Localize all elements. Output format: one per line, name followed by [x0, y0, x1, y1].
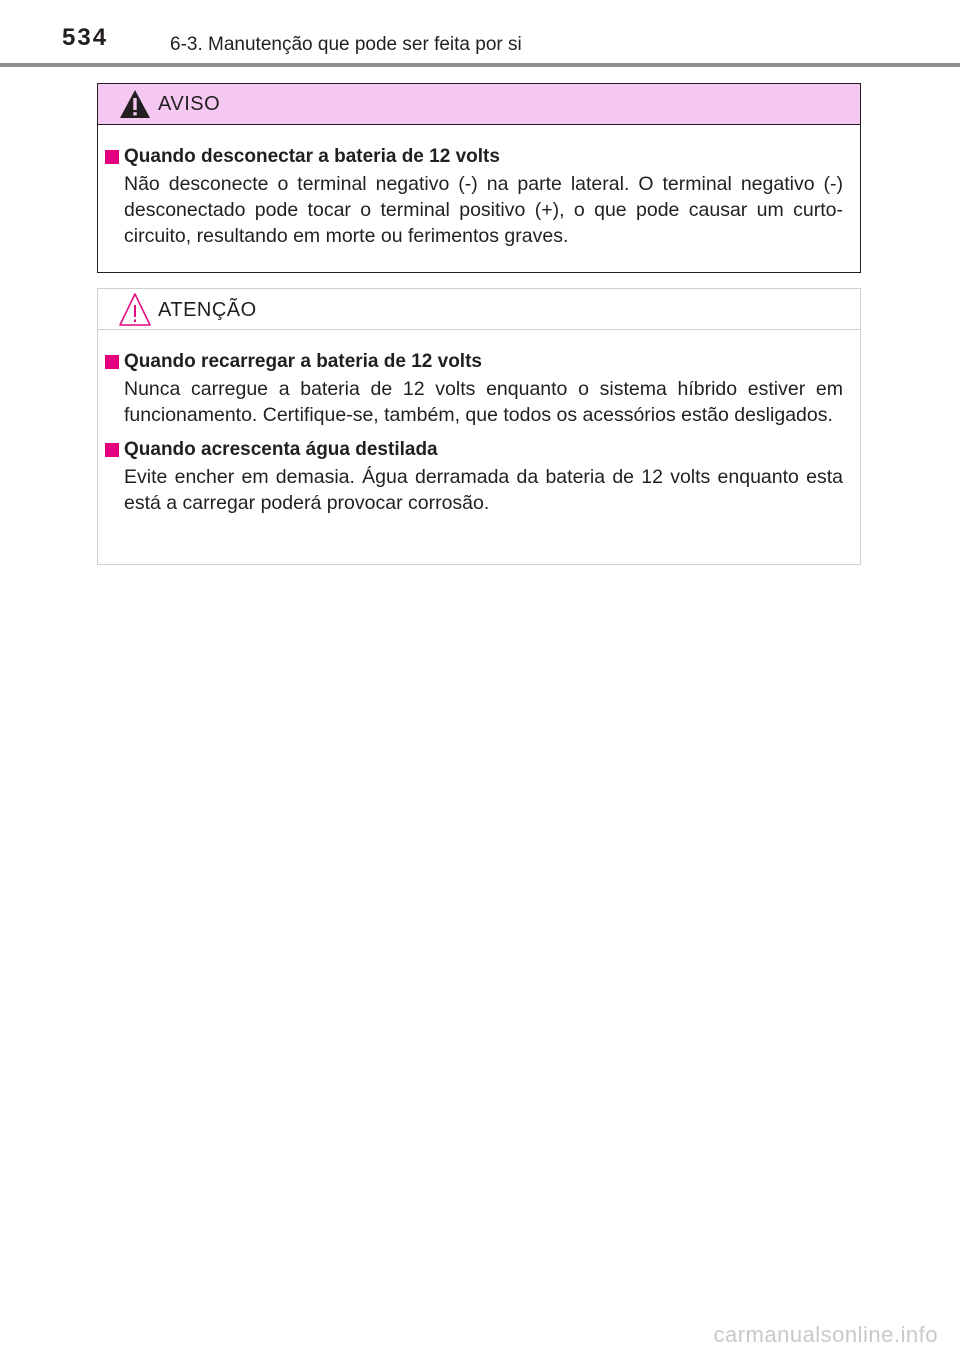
warning-triangle-filled-icon [118, 88, 152, 120]
warning-box-body [98, 125, 860, 249]
watermark: carmanualsonline.info [713, 1322, 938, 1347]
page-number: 534 [62, 24, 109, 51]
caution-item [105, 438, 843, 516]
caution-box-body [98, 330, 860, 516]
warning-label: AVISO [158, 93, 221, 115]
bullet-square-icon [105, 355, 119, 369]
bullet-square-icon [105, 150, 119, 164]
warning-box [97, 83, 861, 273]
section-title: 6-3. Manutenção que pode ser feita por si [170, 34, 522, 55]
caution-item-title-text: Quando recarregar a bateria de 12 volts [124, 351, 482, 372]
caution-triangle-outline-icon [118, 292, 152, 328]
caution-item-title-text: Quando acrescenta água destilada [124, 439, 438, 460]
caution-box-header [98, 289, 860, 330]
warning-item-title [105, 145, 843, 169]
warning-box-header [98, 84, 860, 125]
caution-item [105, 350, 843, 428]
page-header [0, 0, 960, 68]
warning-item-text: Não desconecte o terminal negativo (-) na parte lateral. O terminal negativo (-) desconectado pode tocar o terminal positivo (+), o que pode causar um curto-circuito, resultando em morte ou ferimentos graves. [124, 173, 843, 247]
warning-item [105, 145, 843, 249]
bullet-square-icon [105, 443, 119, 457]
caution-item-text: Nunca carregue a bateria de 12 volts enquanto o sistema híbrido estiver em funcionamento. Certifique-se, também, que todos os acessórios estão desligados. [124, 378, 843, 426]
caution-label: ATENÇÃO [158, 299, 257, 321]
caution-box [97, 288, 861, 565]
warning-item-title-text: Quando desconectar a bateria de 12 volts [124, 146, 500, 167]
caution-item-title [105, 438, 843, 462]
caution-item-text: Evite encher em demasia. Água derramada da bateria de 12 volts enquanto esta está a carregar poderá provocar corrosão. [124, 466, 843, 514]
header-rule [0, 63, 960, 67]
caution-item-title [105, 350, 843, 374]
